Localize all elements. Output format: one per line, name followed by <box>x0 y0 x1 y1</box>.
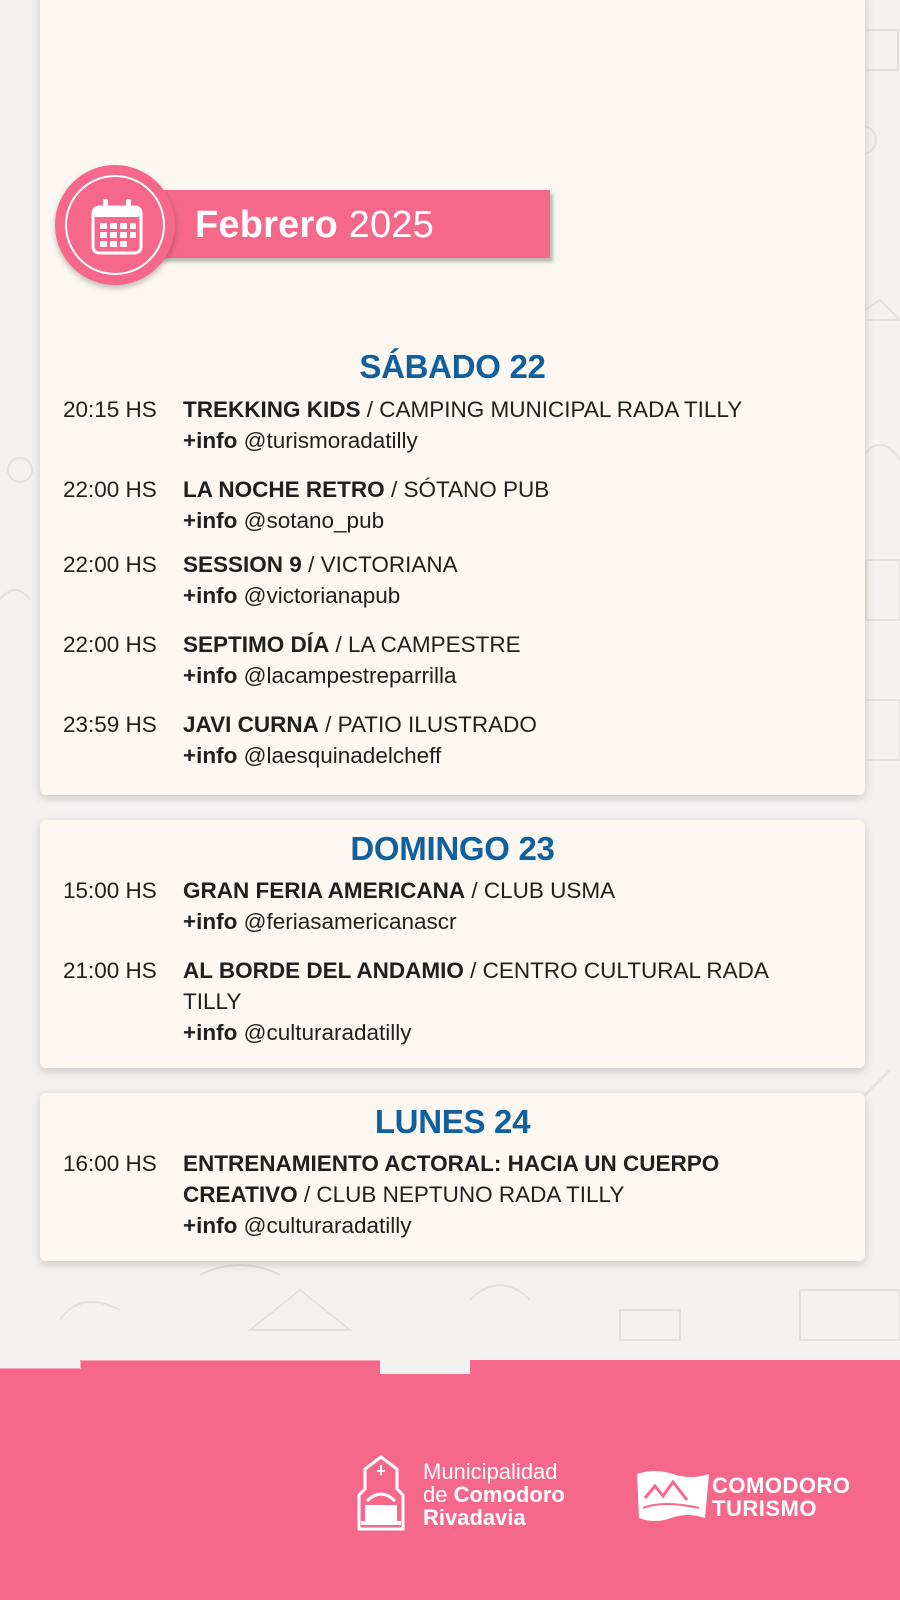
day-title: DOMINGO 23 <box>350 830 555 867</box>
info-label: +info <box>183 1020 238 1045</box>
event-time: 23:59 HS <box>63 712 157 737</box>
info-label: +info <box>183 663 238 688</box>
event-venue: / LA CAMPESTRE <box>335 632 521 657</box>
day-title: LUNES 24 <box>374 1103 531 1140</box>
muni-line1: Municipalidad <box>423 1459 558 1484</box>
event-name: GRAN FERIA AMERICANA <box>183 878 466 903</box>
info-label: +info <box>183 743 238 768</box>
event-time: 21:00 HS <box>63 958 157 983</box>
event-handle[interactable]: @sotano_pub <box>243 508 385 533</box>
event-name: JAVI CURNA <box>183 712 319 737</box>
turismo-line2: TURISMO <box>712 1496 817 1521</box>
event-time: 22:00 HS <box>63 632 157 657</box>
event-time: 22:00 HS <box>63 552 157 577</box>
event-name: LA NOCHE RETRO <box>183 477 385 502</box>
muni-line2-bold: Comodoro <box>453 1482 565 1507</box>
event-handle[interactable]: @feriasamericanascr <box>243 909 457 934</box>
event-name: SESSION 9 <box>183 552 302 577</box>
muni-line3: Rivadavia <box>423 1505 526 1530</box>
event-handle[interactable]: @lacampestreparrilla <box>243 663 457 688</box>
month-title <box>195 204 434 247</box>
event-time: 20:15 HS <box>63 397 157 422</box>
event-handle[interactable]: @victorianapub <box>243 583 401 608</box>
event-handle[interactable]: @culturaradatilly <box>243 1213 412 1238</box>
calendar-badge <box>55 165 175 285</box>
month-year: 2025 <box>348 204 434 246</box>
event-handle[interactable]: @turismoradatilly <box>243 428 418 453</box>
sunday-card <box>40 820 865 1068</box>
muni-line2-prefix: de <box>423 1482 448 1507</box>
event-name: SEPTIMO DÍA <box>183 632 330 657</box>
event-time: 15:00 HS <box>63 878 157 903</box>
turismo-flag-logo <box>635 1468 711 1524</box>
month-banner <box>135 190 550 258</box>
event-time: 22:00 HS <box>63 477 157 502</box>
info-label: +info <box>183 1213 238 1238</box>
event-handle[interactable]: @laesquinadelcheff <box>243 743 442 768</box>
municipalidad-logo <box>355 1455 605 1535</box>
event-handle[interactable]: @culturaradatilly <box>243 1020 412 1045</box>
event-venue: / VICTORIANA <box>308 552 458 577</box>
info-label: +info <box>183 428 238 453</box>
comodoro-turismo-logo <box>635 1468 875 1528</box>
info-label: +info <box>183 583 238 608</box>
monday-card <box>40 1093 865 1261</box>
saturday-card <box>40 0 865 795</box>
event-name: AL BORDE DEL ANDAMIO <box>183 958 464 983</box>
calendar-icon <box>89 197 145 257</box>
day-title: SÁBADO 22 <box>359 348 546 385</box>
municipal-building-logo <box>355 1455 407 1531</box>
event-time: 16:00 HS <box>63 1151 157 1176</box>
turismo-line1: COMODORO <box>712 1473 851 1498</box>
event-name: TREKKING KIDS <box>183 397 361 422</box>
event-venue: / CAMPING MUNICIPAL RADA TILLY <box>366 397 743 422</box>
month-name: Febrero <box>195 204 338 246</box>
event-venue: / CLUB USMA <box>471 878 616 903</box>
event-venue: / CENTRO CULTURAL RADA TILLY <box>183 958 768 1014</box>
event-venue: / PATIO ILUSTRADO <box>325 712 537 737</box>
info-label: +info <box>183 909 238 934</box>
info-label: +info <box>183 508 238 533</box>
event-venue: / CLUB NEPTUNO RADA TILLY <box>303 1182 625 1207</box>
event-name: ENTRENAMIENTO ACTORAL: HACIA UN CUERPO CREATIVO <box>183 1151 720 1207</box>
event-venue: / SÓTANO PUB <box>390 477 550 502</box>
